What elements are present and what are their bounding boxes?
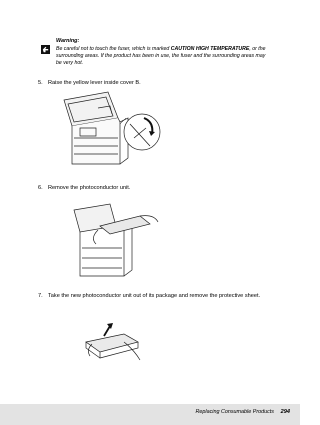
footer-section-title: Replacing Consumable Products [195,409,274,415]
warning-text: Be careful not to touch the fuser, which is marked CAUTION HIGH TEMPERATURE, or the surrounding areas. If the product has been in use, the fuser and the surrounding areas may be very hot. [56,46,266,66]
warning-title: Warning: [56,38,80,44]
hand-pointer-icon [41,45,50,54]
caution-label: CAUTION HIGH TEMPERATURE [170,46,250,52]
step-7: 7. Take the new photoconductor unit out of its package and remove the protective sheet. [38,293,261,299]
protective-sheet-illustration [80,320,150,364]
page-number: 294 [280,409,290,415]
step-6: 6. Remove the photoconductor unit. [38,185,131,191]
printer-lever-illustration [58,88,168,172]
step-5: 5. Raise the yellow lever inside cover B. [38,80,141,86]
photoconductor-removal-illustration [70,200,162,282]
